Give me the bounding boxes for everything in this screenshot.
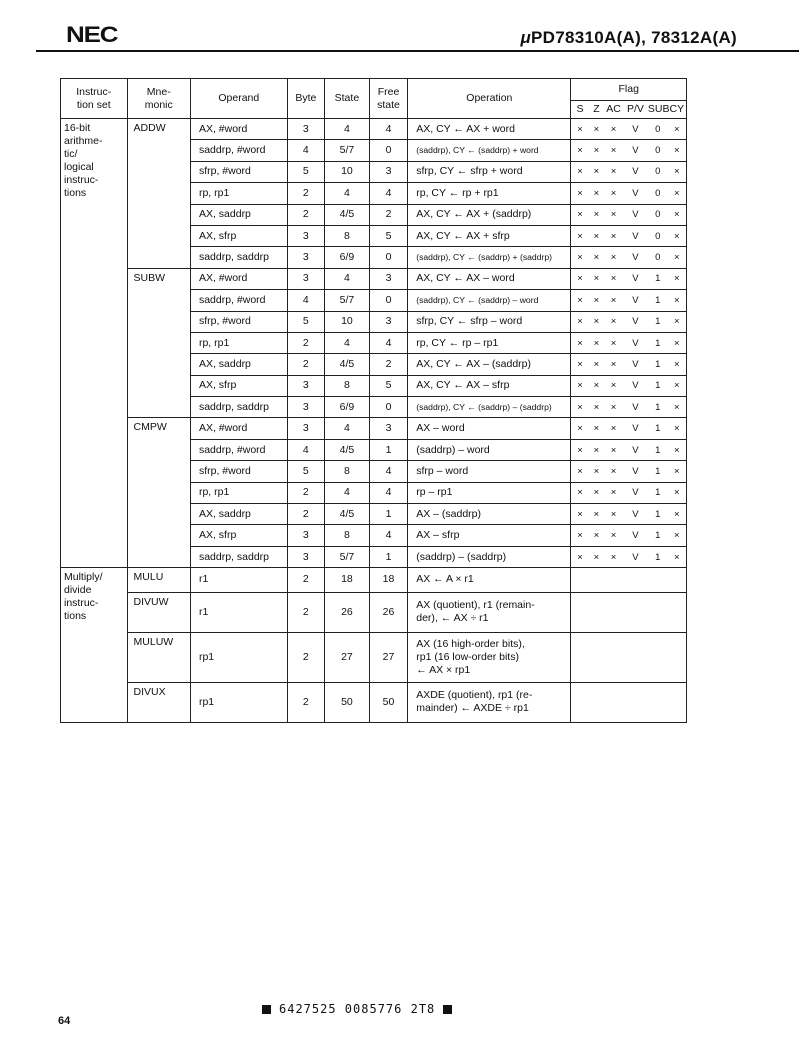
free-state-cell: 0 (369, 290, 407, 311)
state-cell: 4/5 (325, 204, 370, 225)
flag-cell: × (668, 290, 687, 311)
byte-cell: 4 (287, 290, 324, 311)
flag-cell: × (668, 247, 687, 268)
flag-cell: V (623, 311, 648, 332)
flag-cell: 1 (648, 290, 668, 311)
flag-cell: × (571, 183, 589, 204)
flag-cell: × (668, 119, 687, 140)
byte-cell: 2 (287, 204, 324, 225)
flag-cell: × (604, 204, 623, 225)
byte-cell: 2 (287, 568, 324, 592)
flag-cell: × (668, 183, 687, 204)
flag-cell: 0 (648, 225, 668, 246)
operation-cell: AX, CY ← AX + sfrp (408, 225, 571, 246)
flag-cell: × (589, 183, 605, 204)
flag-cell: 1 (648, 311, 668, 332)
header-flag: Flag (571, 79, 687, 101)
flag-cell: × (668, 225, 687, 246)
state-cell: 5/7 (325, 290, 370, 311)
operand-cell: AX, #word (190, 418, 287, 439)
byte-cell: 3 (287, 418, 324, 439)
page-number: 64 (58, 1015, 71, 1027)
operand-cell: saddrp, saddrp (190, 247, 287, 268)
free-state-cell: 1 (369, 439, 407, 460)
flag-cell: × (571, 418, 589, 439)
flag-cell: × (668, 354, 687, 375)
flag-cell: × (589, 546, 605, 567)
flag-cell: × (571, 290, 589, 311)
byte-cell: 3 (287, 397, 324, 418)
state-cell: 8 (325, 525, 370, 546)
operand-cell: saddrp, #word (190, 290, 287, 311)
flag-cell: × (589, 418, 605, 439)
operand-cell: rp, rp1 (190, 183, 287, 204)
operand-cell: rp, rp1 (190, 332, 287, 353)
flag-cell: × (604, 183, 623, 204)
state-cell: 4 (325, 332, 370, 353)
operation-cell: AX, CY ← AX – sfrp (408, 375, 571, 396)
flag-cell: × (571, 354, 589, 375)
flag-cell: × (589, 311, 605, 332)
flag-cell: × (571, 140, 589, 161)
state-cell: 4/5 (325, 504, 370, 525)
free-state-cell: 4 (369, 482, 407, 503)
operand-cell: saddrp, #word (190, 439, 287, 460)
operand-cell: AX, #word (190, 268, 287, 289)
state-cell: 5/7 (325, 546, 370, 567)
operand-cell: AX, sfrp (190, 375, 287, 396)
header-operand: Operand (190, 79, 287, 119)
table-row (61, 418, 687, 439)
byte-cell: 3 (287, 375, 324, 396)
flag-cell: × (589, 332, 605, 353)
flag-cell: V (623, 354, 648, 375)
flag-cell-empty (571, 682, 687, 722)
flag-cell: 1 (648, 418, 668, 439)
flag-cell: 0 (648, 204, 668, 225)
flag-cell: × (589, 461, 605, 482)
operand-cell: AX, saddrp (190, 504, 287, 525)
flag-col-ac: AC (604, 101, 623, 119)
flag-cell: × (604, 354, 623, 375)
flag-cell: × (571, 546, 589, 567)
flag-col-cy: CY (668, 101, 687, 119)
free-state-cell: 1 (369, 546, 407, 567)
free-state-cell: 3 (369, 161, 407, 182)
flag-cell: × (604, 418, 623, 439)
mu-symbol: μ (520, 28, 532, 47)
flag-cell: × (571, 119, 589, 140)
operand-cell: sfrp, #word (190, 161, 287, 182)
flag-cell: 1 (648, 461, 668, 482)
state-cell: 4 (325, 183, 370, 204)
flag-cell: × (571, 439, 589, 460)
flag-cell: 1 (648, 397, 668, 418)
flag-cell: V (623, 140, 648, 161)
flag-cell: V (623, 525, 648, 546)
state-cell: 5/7 (325, 140, 370, 161)
flag-cell: × (668, 161, 687, 182)
operand-cell: AX, sfrp (190, 525, 287, 546)
document-title-text: PD78310A(A), 78312A(A) (531, 28, 737, 47)
operation-cell: (saddrp), CY ← (saddrp) + word (408, 140, 571, 161)
byte-cell: 2 (287, 504, 324, 525)
flag-cell: V (623, 504, 648, 525)
operation-cell: AX – (saddrp) (408, 504, 571, 525)
byte-cell: 3 (287, 225, 324, 246)
flag-cell: V (623, 119, 648, 140)
flag-cell: × (589, 225, 605, 246)
state-cell: 6/9 (325, 247, 370, 268)
barcode (262, 1002, 452, 1016)
state-cell: 10 (325, 311, 370, 332)
flag-cell: V (623, 183, 648, 204)
mnemonic-cell: DIVUX (127, 682, 190, 722)
operation-cell: (saddrp) – (saddrp) (408, 546, 571, 567)
free-state-cell: 0 (369, 140, 407, 161)
free-state-cell: 3 (369, 418, 407, 439)
table-row (61, 568, 687, 592)
state-cell: 4 (325, 482, 370, 503)
free-state-cell: 0 (369, 397, 407, 418)
flag-cell: 1 (648, 439, 668, 460)
state-cell: 50 (325, 682, 370, 722)
flag-cell: × (668, 204, 687, 225)
flag-cell: × (571, 375, 589, 396)
flag-cell: × (668, 397, 687, 418)
flag-cell: × (589, 268, 605, 289)
flag-cell: 0 (648, 183, 668, 204)
flag-cell: × (589, 247, 605, 268)
byte-cell: 2 (287, 354, 324, 375)
free-state-cell: 26 (369, 592, 407, 632)
table-row (61, 119, 687, 140)
flag-cell: × (604, 140, 623, 161)
flag-cell: 1 (648, 482, 668, 503)
flag-cell: × (571, 204, 589, 225)
operand-cell: r1 (190, 592, 287, 632)
flag-cell: × (589, 204, 605, 225)
nec-logo: NEC (66, 22, 118, 47)
flag-cell: × (604, 482, 623, 503)
flag-cell: × (604, 161, 623, 182)
flag-cell: × (589, 119, 605, 140)
flag-cell: 1 (648, 332, 668, 353)
flag-cell: V (623, 482, 648, 503)
free-state-cell: 4 (369, 461, 407, 482)
flag-cell: × (589, 525, 605, 546)
flag-cell: 1 (648, 504, 668, 525)
flag-cell: 1 (648, 268, 668, 289)
flag-cell-empty (571, 632, 687, 682)
operation-cell: (saddrp) – word (408, 439, 571, 460)
byte-cell: 3 (287, 546, 324, 567)
flag-cell: × (589, 439, 605, 460)
operation-cell: AX, CY ← AX + (saddrp) (408, 204, 571, 225)
mnemonic-cell: DIVUW (127, 592, 190, 632)
flag-cell: × (604, 332, 623, 353)
flag-cell: × (668, 439, 687, 460)
flag-cell: × (589, 140, 605, 161)
operation-cell: AX ← A × r1 (408, 568, 571, 592)
operation-cell: rp, CY ← rp – rp1 (408, 332, 571, 353)
flag-cell: × (589, 397, 605, 418)
byte-cell: 4 (287, 439, 324, 460)
byte-cell: 5 (287, 161, 324, 182)
flag-cell: × (604, 546, 623, 567)
operand-cell: AX, #word (190, 119, 287, 140)
header-operation: Operation (408, 79, 571, 119)
flag-cell-empty (571, 568, 687, 592)
flag-cell: × (668, 375, 687, 396)
flag-cell: × (604, 119, 623, 140)
state-cell: 4 (325, 268, 370, 289)
flag-cell: × (571, 247, 589, 268)
flag-cell: × (589, 375, 605, 396)
flag-cell: V (623, 332, 648, 353)
barcode-text: 6427525 0085776 2T8 (279, 1002, 436, 1016)
flag-cell: V (623, 418, 648, 439)
flag-cell: × (668, 332, 687, 353)
free-state-cell: 5 (369, 375, 407, 396)
flag-cell: V (623, 397, 648, 418)
flag-cell: × (589, 290, 605, 311)
byte-cell: 2 (287, 482, 324, 503)
flag-cell: × (571, 268, 589, 289)
table-row (61, 632, 687, 682)
operand-cell: saddrp, saddrp (190, 546, 287, 567)
header-state: State (325, 79, 370, 119)
operand-cell: sfrp, #word (190, 311, 287, 332)
byte-cell: 2 (287, 332, 324, 353)
flag-cell: × (571, 461, 589, 482)
flag-col-z: Z (589, 101, 605, 119)
state-cell: 8 (325, 375, 370, 396)
flag-cell: 1 (648, 525, 668, 546)
flag-cell: 1 (648, 354, 668, 375)
flag-col-s: S (571, 101, 589, 119)
flag-cell: 0 (648, 140, 668, 161)
free-state-cell: 4 (369, 332, 407, 353)
operand-cell: AX, sfrp (190, 225, 287, 246)
free-state-cell: 3 (369, 311, 407, 332)
flag-cell: V (623, 375, 648, 396)
flag-cell: × (589, 504, 605, 525)
operation-cell: rp, CY ← rp + rp1 (408, 183, 571, 204)
flag-cell: V (623, 546, 648, 567)
free-state-cell: 4 (369, 183, 407, 204)
operation-cell: sfrp – word (408, 461, 571, 482)
free-state-cell: 2 (369, 354, 407, 375)
flag-cell: V (623, 247, 648, 268)
operand-cell: AX, saddrp (190, 354, 287, 375)
free-state-cell: 18 (369, 568, 407, 592)
flag-cell: V (623, 225, 648, 246)
mnemonic-cell: MULUW (127, 632, 190, 682)
flag-cell: × (571, 311, 589, 332)
operation-cell: (saddrp), CY ← (saddrp) – (saddrp) (408, 397, 571, 418)
flag-cell: × (589, 354, 605, 375)
flag-cell: × (589, 161, 605, 182)
operation-cell: AX – sfrp (408, 525, 571, 546)
state-cell: 6/9 (325, 397, 370, 418)
flag-cell: × (604, 439, 623, 460)
flag-cell: × (668, 525, 687, 546)
byte-cell: 3 (287, 119, 324, 140)
operation-cell: sfrp, CY ← sfrp – word (408, 311, 571, 332)
state-cell: 26 (325, 592, 370, 632)
flag-cell: × (668, 140, 687, 161)
state-cell: 4 (325, 418, 370, 439)
operation-cell: AX, CY ← AX – word (408, 268, 571, 289)
flag-cell: V (623, 439, 648, 460)
mnemonic-cell: MULU (127, 568, 190, 592)
state-cell: 4/5 (325, 354, 370, 375)
mnemonic-cell: ADDW (127, 119, 190, 269)
mnemonic-cell: CMPW (127, 418, 190, 568)
flag-cell: 1 (648, 375, 668, 396)
flag-cell: 1 (648, 546, 668, 567)
flag-cell: × (668, 482, 687, 503)
flag-cell: × (604, 461, 623, 482)
header-byte: Byte (287, 79, 324, 119)
operand-cell: rp1 (190, 682, 287, 722)
operand-cell: saddrp, #word (190, 140, 287, 161)
header-free-state: Free state (369, 79, 407, 119)
operation-cell: rp – rp1 (408, 482, 571, 503)
operation-cell: sfrp, CY ← sfrp + word (408, 161, 571, 182)
table-body (61, 119, 687, 723)
instruction-set-cell: 16-bit arithme- tic/ logical instruc- tions (61, 119, 128, 568)
barcode-block-left (262, 1005, 271, 1014)
flag-cell: × (668, 504, 687, 525)
flag-cell: V (623, 290, 648, 311)
instruction-set-cell: Multiply/ divide instruc- tions (61, 568, 128, 722)
header-rule (36, 50, 799, 52)
free-state-cell: 4 (369, 525, 407, 546)
free-state-cell: 2 (369, 204, 407, 225)
state-cell: 18 (325, 568, 370, 592)
byte-cell: 3 (287, 247, 324, 268)
flag-cell: × (571, 525, 589, 546)
operation-cell: AX (16 high-order bits), rp1 (16 low-order bits) ← AX × rp1 (408, 632, 571, 682)
flag-cell: × (604, 247, 623, 268)
document-title (520, 28, 737, 48)
flag-cell: × (571, 161, 589, 182)
table-row (61, 268, 687, 289)
state-cell: 10 (325, 161, 370, 182)
flag-cell: × (604, 311, 623, 332)
byte-cell: 3 (287, 525, 324, 546)
flag-cell: V (623, 161, 648, 182)
free-state-cell: 5 (369, 225, 407, 246)
byte-cell: 2 (287, 632, 324, 682)
flag-cell: × (571, 225, 589, 246)
byte-cell: 2 (287, 592, 324, 632)
flag-cell: × (668, 418, 687, 439)
operation-cell: AX (quotient), r1 (remain- der), ← AX ÷ r1 (408, 592, 571, 632)
operand-cell: saddrp, saddrp (190, 397, 287, 418)
byte-cell: 5 (287, 311, 324, 332)
flag-cell: × (668, 311, 687, 332)
header-mnemonic: Mne- monic (127, 79, 190, 119)
free-state-cell: 50 (369, 682, 407, 722)
flag-cell: × (604, 290, 623, 311)
table-row (61, 592, 687, 632)
operand-cell: r1 (190, 568, 287, 592)
flag-col-sub: SUB (648, 101, 668, 119)
free-state-cell: 27 (369, 632, 407, 682)
operation-cell: AX, CY ← AX + word (408, 119, 571, 140)
operation-cell: AX, CY ← AX – (saddrp) (408, 354, 571, 375)
free-state-cell: 1 (369, 504, 407, 525)
flag-cell: × (571, 482, 589, 503)
byte-cell: 3 (287, 268, 324, 289)
state-cell: 8 (325, 461, 370, 482)
state-cell: 4/5 (325, 439, 370, 460)
operation-cell: AX – word (408, 418, 571, 439)
flag-cell: 0 (648, 119, 668, 140)
state-cell: 8 (325, 225, 370, 246)
byte-cell: 2 (287, 183, 324, 204)
operand-cell: rp, rp1 (190, 482, 287, 503)
free-state-cell: 4 (369, 119, 407, 140)
operand-cell: AX, saddrp (190, 204, 287, 225)
flag-cell: 0 (648, 161, 668, 182)
free-state-cell: 0 (369, 247, 407, 268)
flag-cell: × (668, 268, 687, 289)
barcode-block-right (443, 1005, 452, 1014)
flag-cell: × (604, 225, 623, 246)
flag-cell: V (623, 268, 648, 289)
operand-cell: sfrp, #word (190, 461, 287, 482)
operation-cell: (saddrp), CY ← (saddrp) – word (408, 290, 571, 311)
byte-cell: 4 (287, 140, 324, 161)
flag-cell: × (604, 504, 623, 525)
flag-cell: V (623, 204, 648, 225)
operation-cell: AXDE (quotient), rp1 (re- mainder) ← AXDE ÷ rp1 (408, 682, 571, 722)
flag-col-pv: P/V (623, 101, 648, 119)
flag-cell: × (604, 375, 623, 396)
flag-cell: 0 (648, 247, 668, 268)
operation-cell: (saddrp), CY ← (saddrp) + (saddrp) (408, 247, 571, 268)
flag-cell: × (668, 546, 687, 567)
flag-cell: × (668, 461, 687, 482)
flag-cell: × (589, 482, 605, 503)
instruction-table (60, 78, 687, 723)
flag-cell: × (604, 525, 623, 546)
free-state-cell: 3 (369, 268, 407, 289)
flag-cell: V (623, 461, 648, 482)
state-cell: 27 (325, 632, 370, 682)
operand-cell: rp1 (190, 632, 287, 682)
flag-cell: × (604, 397, 623, 418)
flag-cell: × (571, 504, 589, 525)
flag-cell: × (604, 268, 623, 289)
flag-cell: × (571, 332, 589, 353)
header-instruction-set: Instruc- tion set (61, 79, 128, 119)
table-row (61, 682, 687, 722)
table-header (61, 79, 687, 119)
byte-cell: 5 (287, 461, 324, 482)
flag-cell-empty (571, 592, 687, 632)
byte-cell: 2 (287, 682, 324, 722)
mnemonic-cell: SUBW (127, 268, 190, 418)
flag-cell: × (571, 397, 589, 418)
state-cell: 4 (325, 119, 370, 140)
